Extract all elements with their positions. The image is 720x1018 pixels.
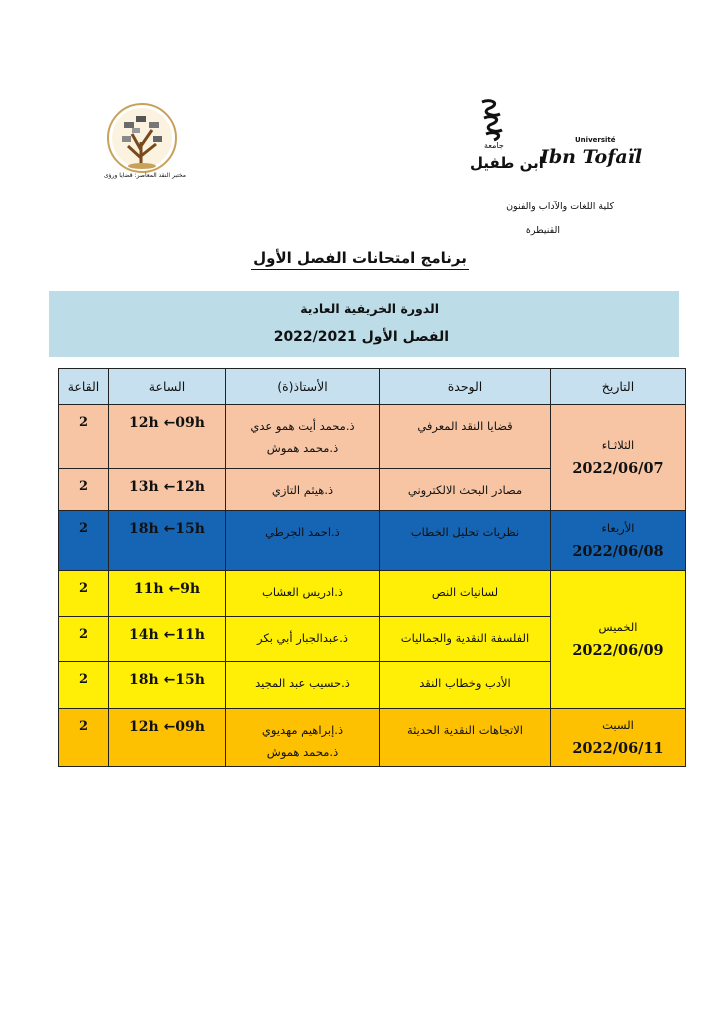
time-from: 09h <box>175 718 205 735</box>
time-to: 11h <box>133 581 164 598</box>
city-name: القنيطرة <box>525 225 560 236</box>
room-cell: 2 <box>59 510 109 571</box>
time-to: 18h <box>129 520 159 537</box>
unit-cell: الفلسفة النقدية والجماليات <box>380 617 551 662</box>
time-from: 09h <box>175 415 205 431</box>
table-row <box>59 708 686 767</box>
professor-cell <box>226 708 380 767</box>
professor-name: ذ.حسيب عبد المجيد <box>255 676 350 691</box>
room-cell: 2 <box>59 405 109 469</box>
university-latin-name: Ibn Tofaïl <box>540 146 643 168</box>
professor-cell <box>226 662 380 708</box>
date-cell <box>551 510 686 571</box>
professor-name: ذ.هيثم التازي <box>271 482 334 497</box>
table-row <box>59 405 686 469</box>
date-cell <box>551 405 686 511</box>
semester-year: الفصل الأول 2022/2021 <box>273 329 449 345</box>
university-arabic-small: جامعة <box>484 141 504 150</box>
time-from: 9h <box>180 581 201 598</box>
day-name: الخميس <box>598 619 638 634</box>
professor-cell <box>226 617 380 662</box>
time-from: 15h <box>175 672 205 689</box>
university-logo <box>470 96 643 192</box>
time-from: 12h <box>175 478 205 495</box>
unit-cell: الاتجاهات النقدية الحديثة <box>380 708 551 767</box>
unit-cell: نظريات تحليل الخطاب <box>380 510 551 571</box>
room-cell: 2 <box>59 708 109 767</box>
date-value: 2022/06/11 <box>572 739 664 757</box>
table-row <box>59 571 686 617</box>
time-to: 13h <box>129 478 159 495</box>
professor-name: ذ.إبراهيم مهديوي <box>261 722 344 737</box>
header-unit: الوحدة <box>380 369 551 405</box>
professor-cell <box>226 571 380 617</box>
session-name: الدورة الخريفية العادية <box>300 301 439 316</box>
arrow-icon: ← <box>163 520 176 537</box>
date-cell <box>551 571 686 708</box>
page-title <box>0 249 720 267</box>
arrow-icon: ← <box>163 415 176 431</box>
exam-schedule <box>58 368 685 767</box>
time-to: 12h <box>129 718 159 735</box>
unit-cell: لسانيات النص <box>380 571 551 617</box>
unit-cell: الأدب وخطاب النقد <box>380 662 551 708</box>
university-arabic-name: ابن طفيل <box>470 154 544 172</box>
exam-table <box>58 368 686 767</box>
time-cell <box>109 468 226 510</box>
day-name: الأربعاء <box>601 520 635 535</box>
room-cell: 2 <box>59 662 109 708</box>
laboratory-logo <box>96 100 192 190</box>
professor-name: ذ.محمد هموش <box>266 744 339 759</box>
faculty-name: كلية اللغات والآداب والفنون <box>506 201 614 212</box>
room-cell: 2 <box>59 468 109 510</box>
time-to: 12h <box>129 415 159 431</box>
professor-name: ذ.ادريس العشاب <box>262 585 343 600</box>
time-to: 14h <box>129 627 159 644</box>
date-value: 2022/06/09 <box>572 641 664 659</box>
room-cell: 2 <box>59 571 109 617</box>
table-row <box>59 510 686 571</box>
arrow-icon: ← <box>163 718 176 735</box>
date-value: 2022/06/08 <box>572 542 664 560</box>
professor-name: ذ.محمد هموش <box>266 441 339 455</box>
room-cell: 2 <box>59 617 109 662</box>
time-cell <box>109 405 226 469</box>
time-from: 15h <box>175 520 205 537</box>
university-latin-small: Université <box>575 136 616 144</box>
unit-cell: مصادر البحث الالكتروني <box>380 468 551 510</box>
day-name: السبت <box>602 717 634 732</box>
header-date: التاريخ <box>551 369 686 405</box>
arrow-icon: ← <box>163 627 176 644</box>
day-name: الثلاثـاء <box>601 437 635 452</box>
header-time: الساعة <box>109 369 226 405</box>
time-cell <box>109 617 226 662</box>
wave-emblem-icon <box>478 96 512 142</box>
professor-name: ذ.محمد أيت همو عدي <box>250 419 355 433</box>
professor-cell <box>226 405 380 469</box>
time-cell <box>109 571 226 617</box>
time-from: 11h <box>175 627 205 644</box>
arrow-icon: ← <box>163 672 176 689</box>
header-room: القاعة <box>59 369 109 405</box>
arrow-icon: ← <box>163 478 176 495</box>
date-value: 2022/06/07 <box>572 459 664 477</box>
arrow-icon: ← <box>168 581 181 598</box>
unit-cell: قضايا النقد المعرفي <box>380 405 551 469</box>
session-banner <box>49 291 679 357</box>
professor-name: ذ.عبدالجبار أبي بكر <box>257 631 348 646</box>
page-title-text: برنامج امتحانات الفصل الأول <box>251 249 469 270</box>
time-cell <box>109 708 226 767</box>
date-cell <box>551 708 686 767</box>
professor-name: ذ.احمد الجرطي <box>265 524 340 539</box>
time-cell <box>109 662 226 708</box>
table-header-row <box>59 369 686 405</box>
header-professor: الأستاذ(ة) <box>226 369 380 405</box>
professor-cell <box>226 468 380 510</box>
time-to: 18h <box>129 672 159 689</box>
time-cell <box>109 510 226 571</box>
laboratory-caption: مختبر النقد المعاصر: قضايا ورؤى <box>103 172 187 179</box>
professor-cell <box>226 510 380 571</box>
